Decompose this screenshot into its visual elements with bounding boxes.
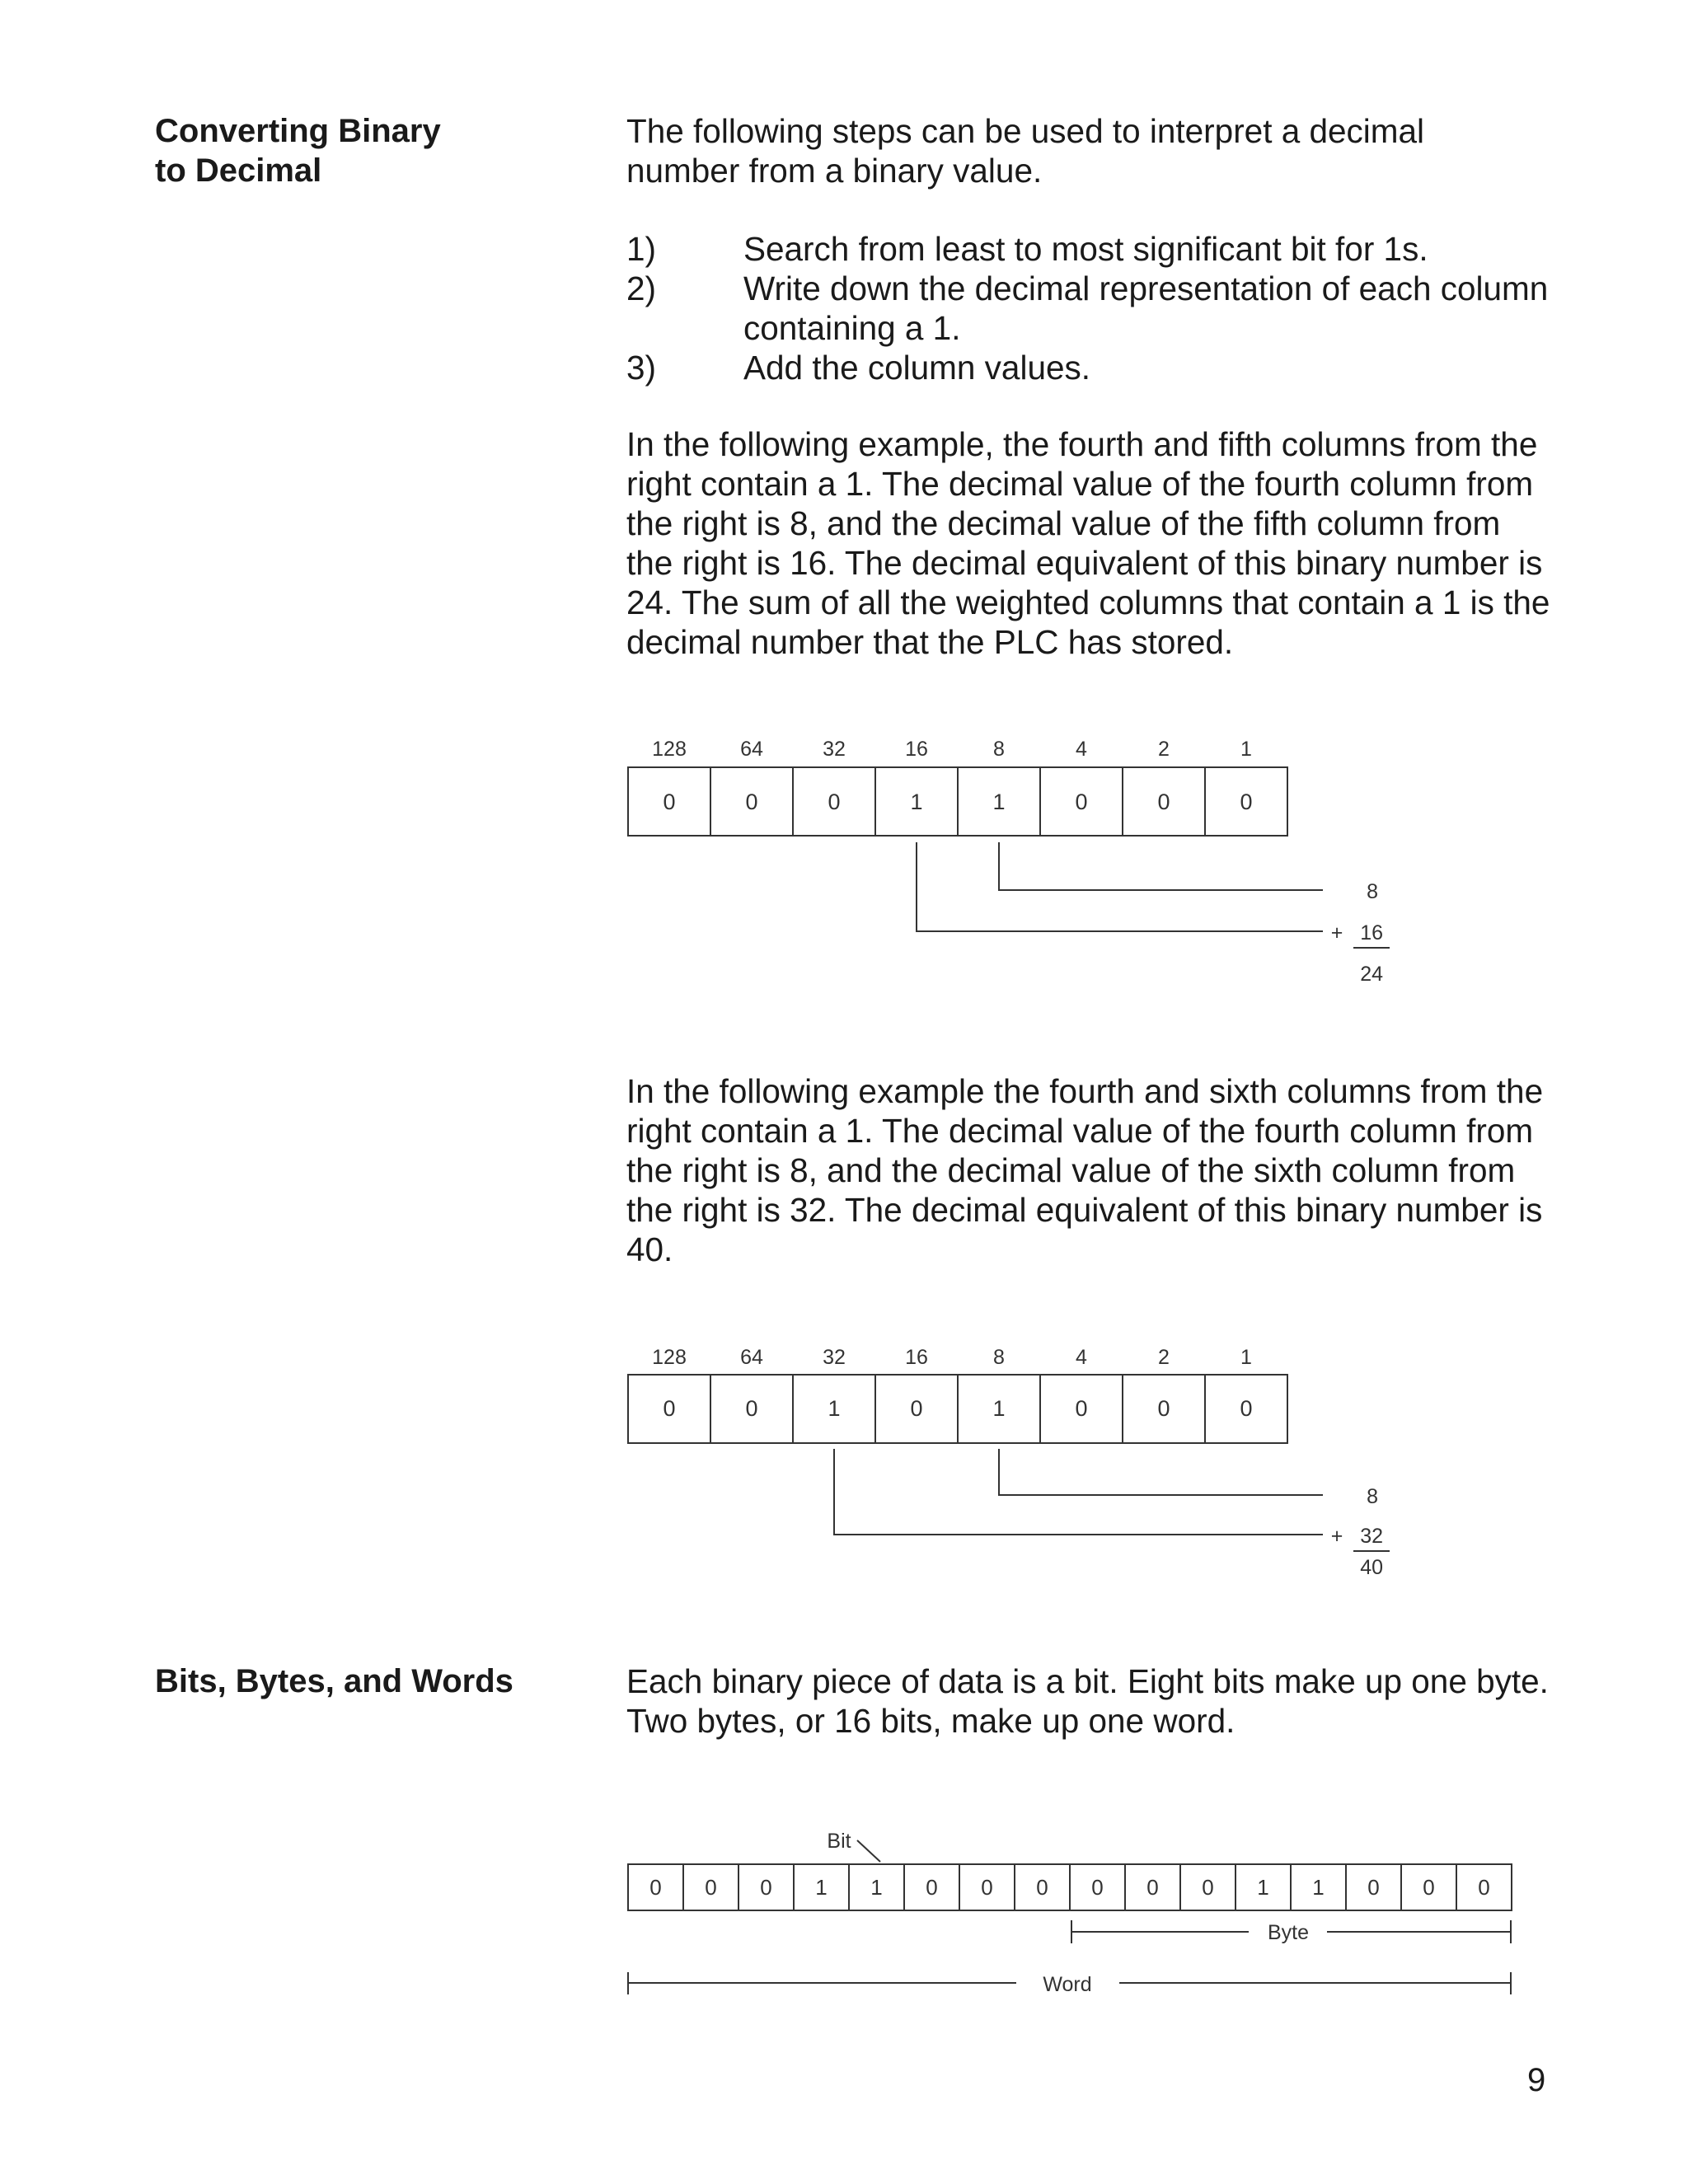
word-label: Word [1043,1973,1092,1996]
bits-bytes-words-paragraph [626,1661,1554,1741]
step-text [743,229,1548,269]
bit-cell [1070,1864,1125,1910]
text-line: the right is 8, and the decimal value of the fifth column from [626,504,1501,542]
byte-label: Byte [1267,1921,1310,1944]
addend-value: 8 [1367,1485,1378,1508]
step-item [626,229,1548,269]
text-line: In the following example the fourth and sixth columns from the [626,1072,1544,1110]
text-line: decimal number that the PLC has stored. [626,623,1234,661]
bit-label: Bit [827,1830,851,1853]
bit-value: 0 [1075,1396,1088,1421]
column-weight: 2 [1158,1346,1170,1369]
text-line: 40. [626,1230,673,1268]
step-text [743,269,1548,348]
bit-cell [738,1864,794,1910]
column-weight: 64 [740,738,763,761]
bit-cell [628,767,710,836]
bit-value: 0 [910,1396,923,1421]
bit-cell [904,1864,959,1910]
bit-value: 0 [1478,1875,1490,1900]
column-weight: 64 [740,1346,763,1369]
text-line: the right is 8, and the decimal value of the sixth column from [626,1151,1516,1189]
connector-line [999,842,1323,890]
bit-cell [683,1864,738,1910]
bit-value: 0 [663,790,676,814]
bit-value: 0 [745,790,758,814]
column-weight: 128 [652,1346,687,1369]
column-weight: 1 [1240,738,1252,761]
connector-line [834,1449,1323,1535]
bit-cell [1346,1864,1401,1910]
text-line: Add the column values. [743,349,1090,387]
text-line: containing a 1. [743,309,961,347]
sum-value: 24 [1360,963,1383,986]
bit-value: 1 [1257,1875,1269,1900]
example1-paragraph [626,424,1554,662]
text-line: The following steps can be used to interpret a decimal [626,112,1425,150]
text-line: Each binary piece of data is a bit. Eight bits make up one byte. [626,1662,1549,1700]
heading-line: to Decimal [155,152,322,189]
bit-cell [710,1375,793,1443]
bit-cell [794,1864,849,1910]
bit-cell [1123,767,1205,836]
bit-value: 0 [981,1875,993,1900]
bit-value: 0 [1091,1875,1104,1900]
step-text [743,348,1548,387]
heading-line: Converting Binary [155,113,441,149]
page-number: 9 [1527,2062,1546,2098]
bit-value: 1 [1312,1875,1325,1900]
column-weight: 8 [993,738,1005,761]
text-line: the right is 32. The decimal equivalent of this binary number is [626,1191,1543,1229]
bit-value: 0 [649,1875,662,1900]
section-heading-converting-binary [155,111,441,190]
column-weight: 32 [823,738,846,761]
text-line: Two bytes, or 16 bits, make up one word. [626,1702,1236,1740]
bit-value: 0 [705,1875,717,1900]
bit-value: 0 [1240,1396,1253,1421]
bit-value: 0 [1075,790,1088,814]
bit-cell [793,1375,875,1443]
text-line: 24. The sum of all the weighted columns that contain a 1 is the [626,583,1550,621]
example2-paragraph [626,1071,1554,1269]
bit-cell [1236,1864,1291,1910]
step-number: 2) [626,269,657,307]
bit-cell [1205,767,1287,836]
bit-cell [1040,767,1123,836]
bit-value: 0 [1423,1875,1435,1900]
column-weight: 32 [823,1346,846,1369]
plus-sign: + [1330,1525,1343,1548]
bit-value: 0 [828,790,841,814]
section-heading-bits-bytes-words [155,1661,513,1701]
bit-cell [1180,1864,1236,1910]
bit-value: 0 [1202,1875,1214,1900]
text-line: the right is 16. The decimal equivalent of this binary number is [626,544,1543,582]
step-number: 1) [626,230,657,268]
bit-cell [628,1864,683,1910]
bit-pointer-line [857,1840,880,1862]
text-line: number from a binary value. [626,152,1043,190]
step-number: 3) [626,349,657,387]
bit-value: 1 [828,1396,841,1421]
addend-value: 16 [1360,921,1383,944]
column-weight: 16 [905,1346,928,1369]
text-line: In the following example, the fourth and fifth columns from the [626,425,1538,463]
bit-cell [1015,1864,1070,1910]
bit-cell [1040,1375,1123,1443]
text-line: right contain a 1. The decimal value of the fourth column from [626,1112,1534,1150]
bit-cell [958,1375,1040,1443]
column-weight: 4 [1076,738,1087,761]
step-item [626,269,1548,348]
bit-cell [793,767,875,836]
heading-line: Bits, Bytes, and Words [155,1663,513,1699]
text-line: Search from least to most significant bit for 1s. [743,230,1428,268]
bit-value: 0 [745,1396,758,1421]
bit-cell [1401,1864,1456,1910]
bit-value: 0 [1146,1875,1159,1900]
column-weight: 8 [993,1346,1005,1369]
bit-value: 1 [815,1875,828,1900]
bit-value: 0 [1157,790,1170,814]
bit-value: 0 [1367,1875,1380,1900]
bit-cell [1205,1375,1287,1443]
step-item [626,348,1548,387]
bit-cell [875,767,958,836]
addend-value: 32 [1360,1525,1383,1548]
bit-cell [1456,1864,1512,1910]
column-weight: 16 [905,738,928,761]
column-weight: 1 [1240,1346,1252,1369]
bit-cell [875,1375,958,1443]
bit-cell [959,1864,1015,1910]
column-weight: 128 [652,738,687,761]
bit-value: 1 [992,1396,1006,1421]
bit-cell [958,767,1040,836]
bit-value: 0 [926,1875,938,1900]
bit-cell [1291,1864,1346,1910]
bit-cell [1125,1864,1180,1910]
bit-cell [849,1864,904,1910]
connector-line [999,1449,1323,1495]
bit-cell [628,1375,710,1443]
intro-paragraph [626,111,1554,190]
column-weight: 2 [1158,738,1170,761]
bit-value: 1 [910,790,923,814]
connector-line [917,842,1323,931]
addend-value: 8 [1367,880,1378,903]
bit-value: 1 [992,790,1006,814]
bit-value: 0 [1157,1396,1170,1421]
bit-value: 1 [870,1875,883,1900]
plus-sign: + [1330,921,1343,944]
bit-cell [1123,1375,1205,1443]
bit-value: 0 [1036,1875,1048,1900]
bit-value: 0 [1240,790,1253,814]
text-line: Write down the decimal representation of each column [743,269,1549,307]
bit-cell [710,767,793,836]
column-weight: 4 [1076,1346,1087,1369]
text-line: right contain a 1. The decimal value of the fourth column from [626,465,1534,503]
sum-value: 40 [1360,1556,1383,1579]
bit-value: 0 [760,1875,772,1900]
steps-list [626,229,1548,387]
bit-value: 0 [663,1396,676,1421]
